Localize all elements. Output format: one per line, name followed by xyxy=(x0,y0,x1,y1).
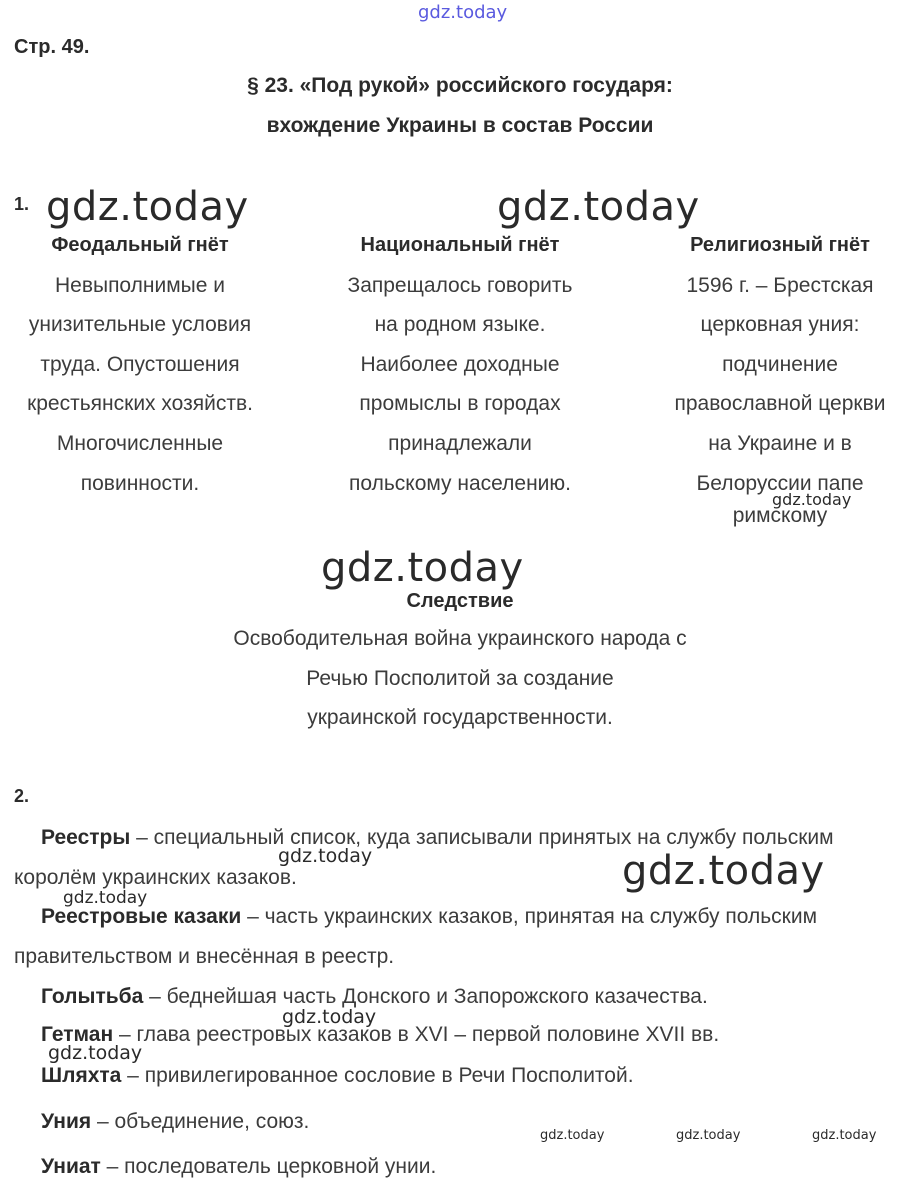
watermark-big: gdz.today xyxy=(497,184,700,230)
column-line: православной церкви xyxy=(674,392,886,416)
column-line: повинности. xyxy=(80,471,200,495)
column-line: промыслы в городах xyxy=(359,392,561,416)
watermark-small: gdz.today xyxy=(812,1128,877,1143)
section-title-line2: вхождение Украины в состав России xyxy=(266,114,654,137)
definition: – последователь церковной унии. xyxy=(100,1155,437,1178)
definition: – беднейшая часть Донского и Запорожского казачества. xyxy=(143,985,708,1008)
term-definition xyxy=(41,1110,309,1134)
watermark-small: gdz.today xyxy=(676,1128,741,1143)
column-line: принадлежали xyxy=(388,431,532,455)
term: Реестры xyxy=(41,826,131,849)
definition: – часть украинских казаков, принятая на службу польским xyxy=(241,905,818,928)
watermark-big: gdz.today xyxy=(46,184,249,230)
column-feudal xyxy=(0,226,280,503)
column-line: Запрещалось говорить xyxy=(347,273,573,297)
term: Гетман xyxy=(41,1023,114,1046)
column-line: на родном языке. xyxy=(374,313,546,337)
term: Голытьба xyxy=(41,985,144,1008)
column-line: Невыполнимые и xyxy=(54,273,226,297)
watermark-big: gdz.today xyxy=(622,848,825,894)
watermark-top: gdz.today xyxy=(418,2,508,23)
watermark-small: gdz.today xyxy=(278,845,373,867)
task-1-number: 1. xyxy=(14,194,30,214)
column-line: Многочисленные xyxy=(56,431,224,455)
term-definition xyxy=(41,1064,634,1088)
column-religious xyxy=(640,226,920,529)
definition-continuation: королём украинских казаков. xyxy=(14,866,297,889)
definition: – привилегированное сословие в Речи Посполитой. xyxy=(121,1064,634,1087)
watermark-small: gdz.today xyxy=(772,490,852,509)
term-definition xyxy=(41,826,834,850)
consequence-heading: Следствие xyxy=(406,590,514,612)
term-definition xyxy=(41,1155,436,1179)
column-line: 1596 г. – Брестская xyxy=(686,273,874,297)
column-heading: Феодальный гнёт xyxy=(51,234,229,256)
definition: – объединение, союз. xyxy=(91,1110,310,1133)
watermark-small: gdz.today xyxy=(63,888,148,908)
task-2-number: 2. xyxy=(14,786,30,806)
column-line: польскому населению. xyxy=(349,471,571,495)
term-definition xyxy=(41,905,817,929)
column-line: на Украине и в xyxy=(708,431,852,455)
consequence-line: украинской государственности. xyxy=(307,706,613,729)
column-line: подчинение xyxy=(722,352,838,376)
definition-continuation: правительством и внесённая в реестр. xyxy=(14,945,395,968)
column-line: Белоруссии папе xyxy=(696,471,864,495)
page-number: Стр. 49. xyxy=(14,36,90,58)
term: Шляхта xyxy=(41,1064,122,1087)
column-line: римскому xyxy=(732,504,828,528)
column-heading: Национальный гнёт xyxy=(360,234,560,256)
definition: – глава реестровых казаков в XVI – первой половине XVII вв. xyxy=(113,1023,720,1046)
watermark-big: gdz.today xyxy=(321,545,524,591)
term: Реестровые казаки xyxy=(41,905,242,928)
term: Уния xyxy=(41,1110,92,1133)
section-title-line1: § 23. «Под рукой» российского государя: xyxy=(247,74,673,97)
consequence-line: Освободительная война украинского народа с xyxy=(233,627,687,650)
column-line: труда. Опустошения xyxy=(40,352,240,376)
column-line: крестьянских хозяйств. xyxy=(27,392,253,416)
column-heading: Религиозный гнёт xyxy=(690,234,870,256)
definition: – специальный список, куда записывали принятых на службу польским xyxy=(130,826,834,849)
term-definition xyxy=(41,1023,719,1047)
watermark-small: gdz.today xyxy=(282,1006,377,1028)
term: Униат xyxy=(41,1155,101,1178)
watermark-small: gdz.today xyxy=(540,1128,605,1143)
column-national xyxy=(310,226,610,503)
column-line: унизительные условия xyxy=(28,313,252,337)
column-line: церковная уния: xyxy=(700,313,860,337)
consequence-line: Речью Посполитой за создание xyxy=(306,667,614,690)
column-line: Наиболее доходные xyxy=(360,352,560,376)
watermark-small: gdz.today xyxy=(48,1042,143,1064)
